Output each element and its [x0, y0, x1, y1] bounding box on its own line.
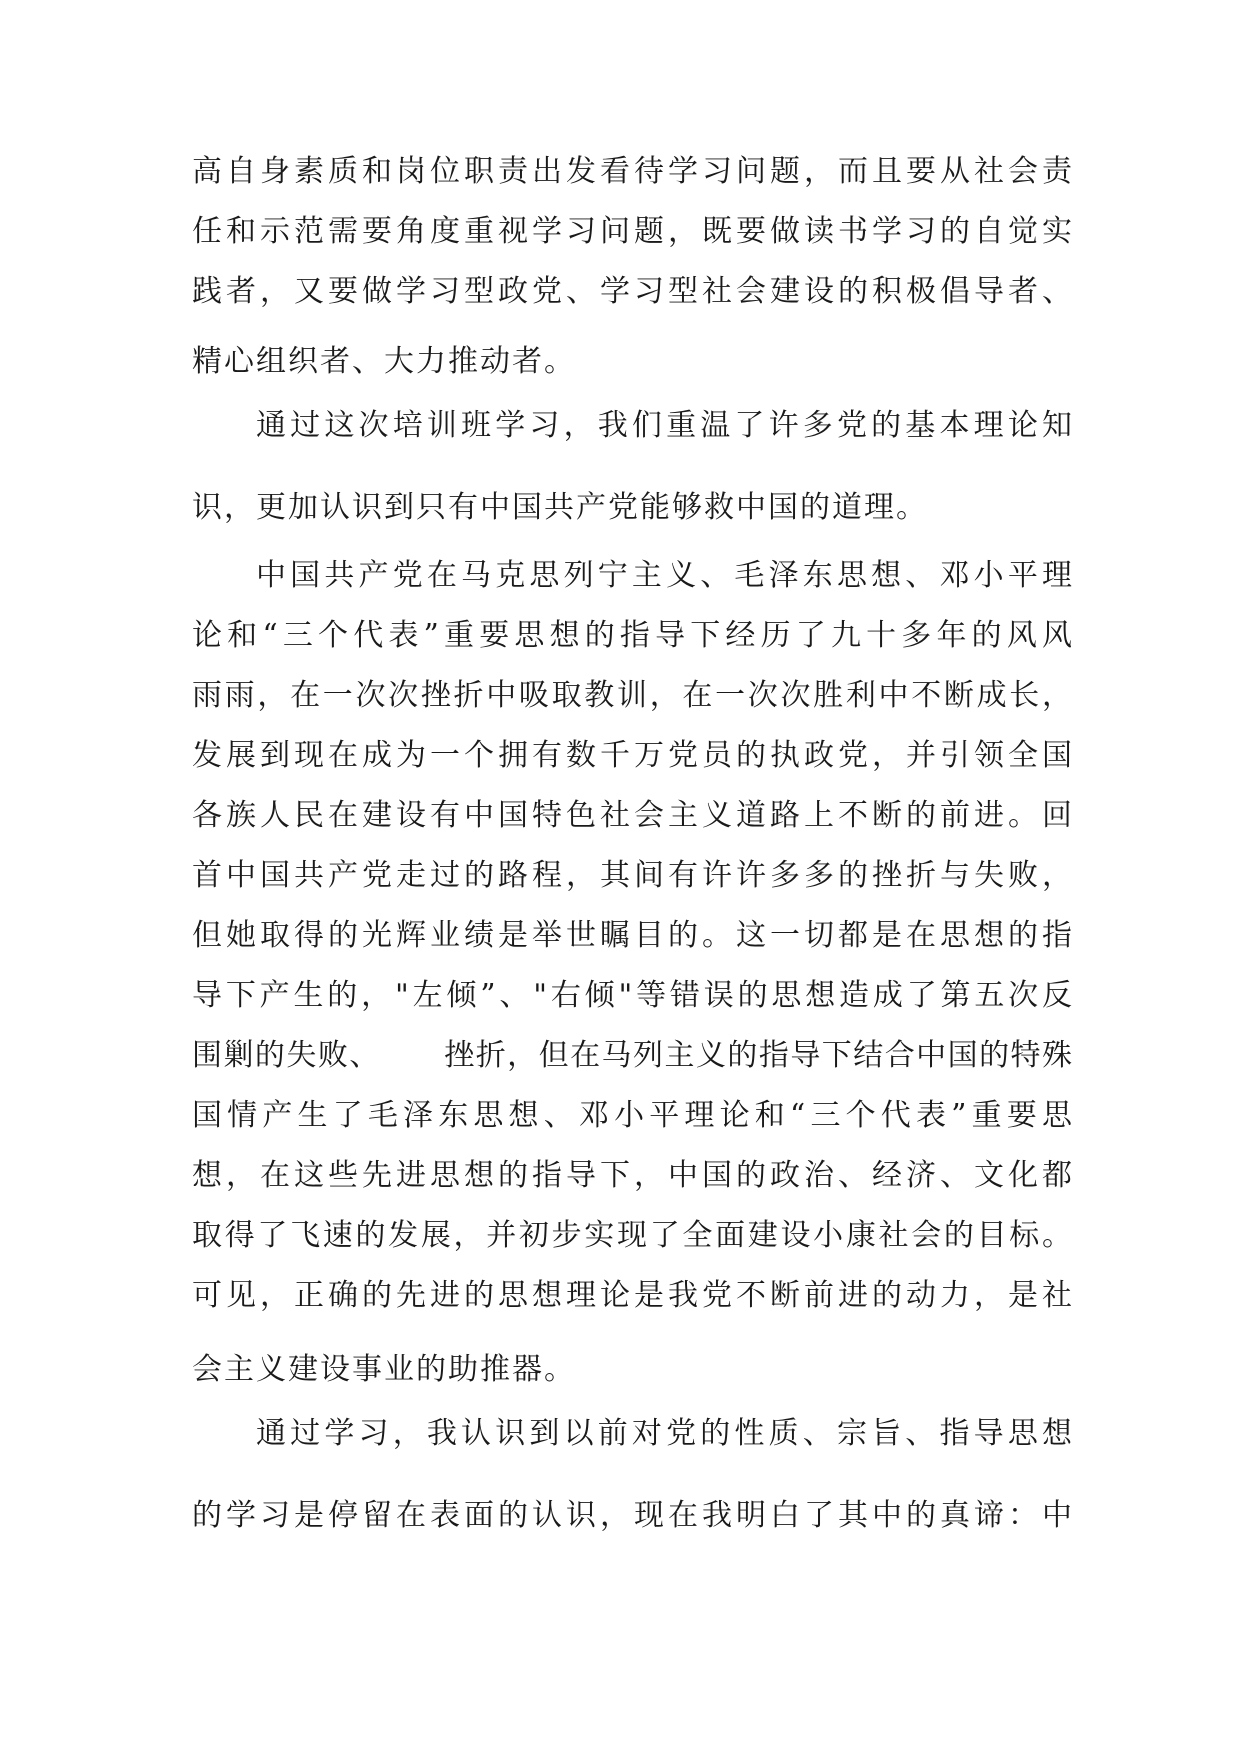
text-line: 取得了飞速的发展，并初步实现了全面建设小康社会的目标。	[192, 1218, 1072, 1253]
text-line: 想，在这些先进思想的指导下，中国的政治、经济、文化都	[192, 1158, 1072, 1193]
text-line: 各族人民在建设有中国特色社会主义道路上不断的前进。回	[192, 798, 1072, 833]
text-line: 会主义建设事业的助推器。	[192, 1352, 576, 1387]
text-line	[192, 1034, 1072, 1078]
text-line: 国情产生了毛泽东思想、邓小平理论和“三个代表”重要思	[192, 1098, 1072, 1133]
text-line: 践者，又要做学习型政党、学习型社会建设的积极倡导者、	[192, 274, 1072, 309]
paragraph-first-line: 通过这次培训班学习，我们重温了许多党的基本理论知	[256, 408, 1072, 443]
paragraph-first-line: 中国共产党在马克思列宁主义、毛泽东思想、邓小平理	[256, 558, 1072, 593]
text-line: 任和示范需要角度重视学习问题，既要做读书学习的自觉实	[192, 214, 1072, 249]
text-line: 导下产生的，"左倾”、"右倾"等错误的思想造成了第五次反	[192, 978, 1072, 1013]
text-fragment: 挫折，但在马列主义的指导下结合中国的特殊	[442, 1038, 1073, 1073]
text-line: 可见，正确的先进的思想理论是我党不断前进的动力，是社	[192, 1278, 1072, 1313]
text-line: 高自身素质和岗位职责出发看待学习问题，而且要从社会责	[192, 154, 1072, 189]
text-line: 雨雨，在一次次挫折中吸取教训，在一次次胜利中不断成长，	[192, 678, 1072, 713]
text-line: 的学习是停留在表面的认识，现在我明白了其中的真谛：中	[192, 1498, 1072, 1533]
text-line: 但她取得的光辉业绩是举世瞩目的。这一切都是在思想的指	[192, 918, 1072, 953]
text-line: 论和“三个代表”重要思想的指导下经历了九十多年的风风	[192, 618, 1072, 653]
text-fragment: 围剿的失败、	[192, 1038, 381, 1073]
paragraph-first-line: 通过学习，我认识到以前对党的性质、宗旨、指导思想	[256, 1416, 1072, 1451]
text-line: 精心组织者、大力推动者。	[192, 344, 576, 379]
text-line: 发展到现在成为一个拥有数千万党员的执政党，并引领全国	[192, 738, 1072, 773]
text-line: 识，更加认识到只有中国共产党能够救中国的道理。	[192, 490, 928, 525]
text-line: 首中国共产党走过的路程，其间有许许多多的挫折与失败，	[192, 858, 1072, 893]
